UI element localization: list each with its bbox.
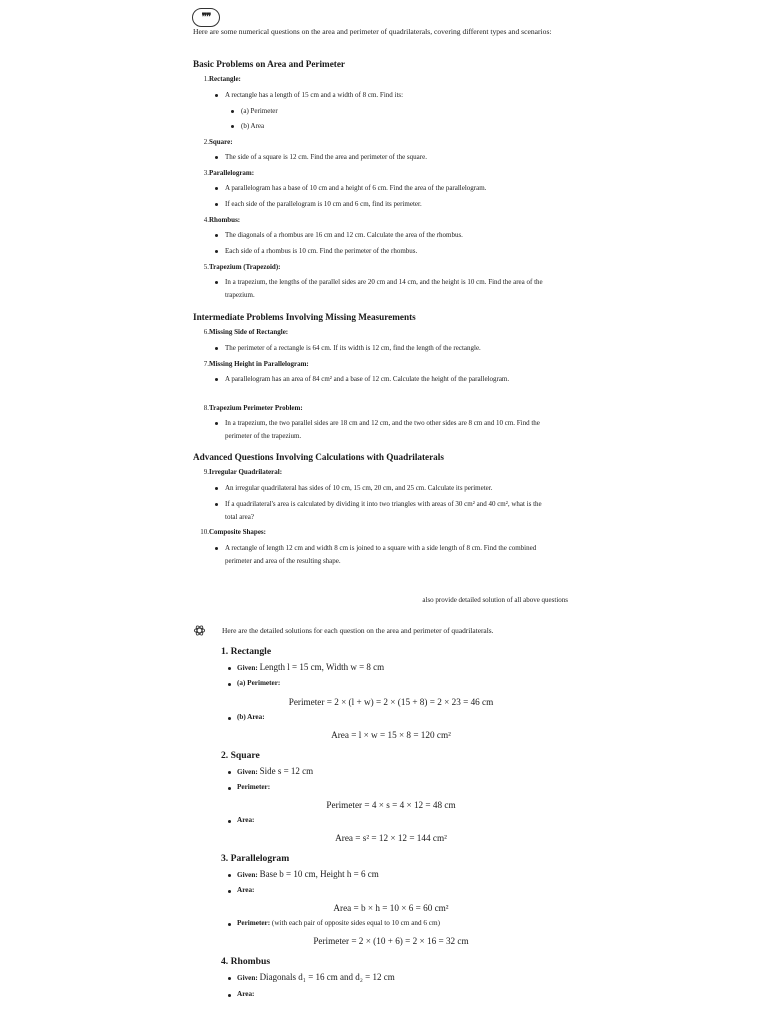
list-item [237,815,254,826]
item-title: Rhombus: [209,216,241,224]
section-heading-basic: Basic Problems on Area and Perimeter [193,59,345,69]
list-item: A parallelogram has a base of 10 cm and a height of 6 cm. Find the area of the parallelogram. [225,182,555,195]
answer-intro: Here are the detailed solutions for each question on the area and perimeter of quadrilaterals. [222,626,494,635]
equation: Perimeter = 4 × s = 4 × 12 = 48 cm [326,800,456,810]
given-text: Base b = 10 cm, Height h = 6 cm [259,869,379,879]
given-label: Given: [237,664,258,672]
equation: Perimeter = 2 × (l + w) = 2 × (15 + 8) = 2 × 23 = 46 cm [288,697,494,707]
area-label: Area: [237,990,255,998]
item-number: 10. [200,528,209,536]
user-message: also provide detailed solution of all above questions [422,596,568,604]
list-item: An irregular quadrilateral has sides of 10 cm, 15 cm, 20 cm, and 25 cm. Calculate its perimeter. [225,482,555,495]
item-number: 6. [203,328,209,336]
solution-heading: 3. Parallelogram [221,853,290,864]
list-item [237,972,395,984]
list-item: A rectangle of length 12 cm and width 8 cm is joined to a square with a side length of 8 cm. Find the combined perimeter and area of the resulting shape. [225,542,555,567]
assistant-logo-icon [193,624,206,637]
solution-heading: 1. Rectangle [221,646,272,657]
list-item: The side of a square is 12 cm. Find the area and perimeter of the square. [225,151,555,164]
list-item: If a quadrilateral's area is calculated by dividing it into two triangles with areas of 30 cm² and 40 cm², what is the total area? [225,498,555,523]
list-item: A parallelogram has an area of 84 cm² and a base of 12 cm. Calculate the height of the parallelogram. [225,373,515,386]
equation: Perimeter = 2 × (10 + 6) = 2 × 16 = 32 cm [313,936,469,946]
perimeter-note: (with each pair of opposite sides equal to 10 cm and 6 cm) [271,919,440,927]
item-title: Rectangle: [209,75,241,83]
item-number: 4. [203,216,209,224]
given-label: Given: [237,768,258,776]
item-title: Missing Side of Rectangle: [209,328,289,336]
item-number: 9. [203,468,209,476]
list-item: The diagonals of a rhombus are 16 cm and 12 cm. Calculate the area of the rhombus. [225,229,555,242]
equation: Area = s² = 12 × 12 = 144 cm² [335,833,447,843]
list-item [237,989,254,1000]
list-item [237,782,270,793]
item-title: Parallelogram: [209,169,255,177]
list-item [237,766,313,778]
given-text: Side s = 12 cm [259,766,314,776]
area-label: (b) Area: [237,713,265,721]
quote-icon: ❞❞ [192,8,220,27]
list-item [237,662,384,674]
item-number: 1. [203,75,209,83]
list-item: In a trapezium, the two parallel sides are 18 cm and 12 cm, and the two other sides are 8 cm and 10 cm. Find the perimeter of the trapezium. [225,417,555,442]
given-text: Diagonals d₁ = 16 cm and d₂ = 12 cm [259,972,395,982]
question-intro: Here are some numerical questions on the area and perimeter of quadrilaterals, covering different types and scenarios: [193,27,552,36]
solution-heading: 4. Rhombus [221,956,271,967]
perimeter-label: Perimeter: [237,919,271,927]
list-item: (b) Area [241,120,571,133]
item-title: Irregular Quadrilateral: [209,468,283,476]
list-item: In a trapezium, the lengths of the parallel sides are 20 cm and 14 cm, and the height is 10 cm. Find the area of the trapezium. [225,276,555,301]
item-number: 8. [203,404,209,412]
solution-heading: 2. Square [221,750,260,761]
list-item [237,678,280,689]
given-text: Length l = 15 cm, Width w = 8 cm [259,662,385,672]
list-item [237,918,440,929]
list-item [237,712,265,723]
perimeter-label: (a) Perimeter: [237,679,281,687]
list-item: (a) Perimeter [241,105,571,118]
section-heading-advanced: Advanced Questions Involving Calculations with Quadrilaterals [193,452,444,462]
list-item [237,869,379,881]
list-item: If each side of the parallelogram is 10 cm and 6 cm, find its perimeter. [225,198,555,211]
item-number: 5. [203,263,209,271]
item-number: 3. [203,169,209,177]
section-heading-intermediate: Intermediate Problems Involving Missing Measurements [193,312,416,322]
list-item [237,885,254,896]
list-item: A rectangle has a length of 15 cm and a width of 8 cm. Find its: [225,89,555,102]
equation: Area = l × w = 15 × 8 = 120 cm² [331,730,451,740]
item-title: Square: [209,138,233,146]
list-item: The perimeter of a rectangle is 64 cm. If its width is 12 cm, find the length of the rectangle. [225,342,555,355]
item-title: Missing Height in Parallelogram: [209,360,309,368]
area-label: Area: [237,816,255,824]
area-label: Area: [237,886,255,894]
item-number: 2. [203,138,209,146]
item-title: Trapezium Perimeter Problem: [209,404,303,412]
item-number: 7. [203,360,209,368]
perimeter-label: Perimeter: [237,783,271,791]
equation: Area = b × h = 10 × 6 = 60 cm² [333,903,449,913]
item-title: Trapezium (Trapezoid): [209,263,281,271]
given-label: Given: [237,974,258,982]
given-label: Given: [237,871,258,879]
item-title: Composite Shapes: [209,528,266,536]
list-item: Each side of a rhombus is 10 cm. Find the perimeter of the rhombus. [225,245,555,258]
